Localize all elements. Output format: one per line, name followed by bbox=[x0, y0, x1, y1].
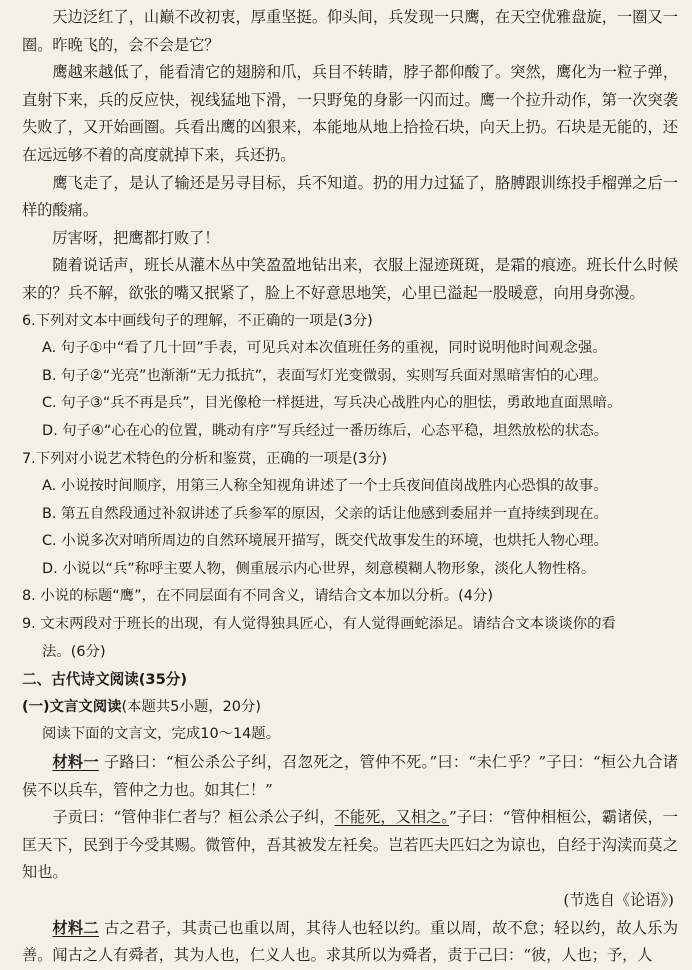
question-9-line-2: 法。(6分) bbox=[42, 643, 106, 660]
reading-instruction: 阅读下面的文言文，完成10～14题。 bbox=[42, 726, 281, 743]
story-paragraph-2: 鹰越来越低了，能看清它的翅膀和爪，兵目不转睛，脖子都仰酸了。突然，鹰化为一粒子弹，直射下来，兵的反应快，视线猛地下滑，一只野兔的身影一闪而过。鹰一个拉升动作，第一次突袭失败了，又开始画圈。兵看出鹰的凶狠来，本能地从地上拾捡石块，向天上扔。石块是无能的，还在远远够不着的高度就掉下来，兵还扔。 bbox=[22, 63, 678, 164]
question-7-option-a: A. 小说按时间顺序，用第三人称全知视角讲述了一个士兵夜间值岗战胜内心恐惧的故事。 bbox=[42, 478, 608, 495]
material-1-paragraph-2 bbox=[22, 804, 678, 887]
material-1-text-1: 子路曰：“桓公杀公子纠，召忽死之，管仲不死。”曰：“未仁乎？”子曰：“桓公九合诸侯不以兵车，管仲之力也。如其仁！” bbox=[22, 753, 678, 799]
material-1-underlined-sentence: 不能死，又相之。 bbox=[334, 808, 449, 827]
question-7-option-d: D. 小说以“兵”称呼主要人物，侧重展示内心世界，刻意模糊人物形象，淡化人物性格。 bbox=[42, 560, 596, 577]
story-paragraph-5: 随着说话声，班长从灌木丛中笑盈盈地钻出来，衣服上湿迹斑斑，是霜的痕迹。班长什么时候来的？兵不解，欲张的嘴又抿紧了，脸上不好意思地笑，心里已溢起一股暖意，向用身弥漫。 bbox=[22, 256, 678, 302]
question-7-option-b: B. 第五自然段通过补叙讲述了兵参军的原因，父亲的话让他感到委屈并一直持续到现在。 bbox=[42, 505, 608, 522]
section-2-title: 二、古代诗文阅读(35分) bbox=[22, 671, 187, 689]
material-2-paragraph bbox=[22, 915, 678, 970]
section-2-subtitle bbox=[22, 694, 678, 722]
story-paragraph-1: 天边泛红了，山巅不改初衷，厚重坚挺。仰头间，兵发现一只鹰，在天空优雅盘旋，一圈又一圈。昨晚飞的，会不会是它？ bbox=[22, 8, 678, 54]
subsection-title: (一)文言文阅读 bbox=[22, 698, 122, 715]
material-1-text-2a: 子贡曰：“管仲非仁者与？桓公杀公子纠， bbox=[52, 808, 335, 827]
material-2-label: 材料二 bbox=[52, 918, 99, 937]
question-6-option-c: C. 句子③“兵不再是兵”，目光像枪一样挺进，写兵决心战胜内心的胆怯，勇敢地直面黑暗。 bbox=[42, 395, 622, 412]
material-2-text: 古之君子，其责己也重以周，其待人也轻以约。重以周，故不怠；轻以约，故人乐为善。闻古之人有舜者，其为人也，仁义人也。求其所以为舜者，责于己曰：“彼，人也；予，人 bbox=[22, 918, 679, 965]
question-7-option-c: C. 小说多次对哨所周边的自然环境展开描写，既交代故事发生的环境，也烘托人物心理。 bbox=[42, 533, 609, 550]
question-6-stem: 6.下列对文本中画线句子的理解，不正确的一项是(3分) bbox=[22, 312, 373, 329]
question-8: 8. 小说的标题“鹰”，在不同层面有不同含义，请结合文本加以分析。(4分) bbox=[22, 588, 493, 605]
question-9-line-1: 9. 文末两段对于班长的出现，有人觉得独具匠心，有人觉得画蛇添足。请结合文本谈谈你的看 bbox=[22, 616, 616, 633]
question-6-option-b: B. 句子②“光亮”也渐渐“无力抵抗”，表面写灯光变微弱，实则写兵面对黑暗害怕的心理。 bbox=[42, 367, 608, 384]
question-6-option-d: D. 句子④“心在心的位置，眺动有序”写兵经过一番历练后，心态平稳，坦然放松的状态。 bbox=[42, 422, 609, 439]
material-1-label: 材料一 bbox=[52, 753, 99, 772]
material-1-text-2b: ”子曰：“管仲相桓公，霸诸侯，一匡天下，民到于今受其赐。微管仲，吾其被发左衽矣。岂若匹夫匹妇之为谅也，自经于沟渎而莫之知也。 bbox=[22, 808, 678, 882]
story-paragraph-4: 厉害呀，把鹰都打败了！ bbox=[52, 228, 220, 247]
question-6-option-a: A. 句子①中“看了几十回”手表，可见兵对本次值班任务的重视，同时说明他时间观念强。 bbox=[42, 340, 607, 357]
material-1-source: (节选自《论语》) bbox=[563, 891, 674, 909]
question-7-stem: 7.下列对小说艺术特色的分析和鉴赏，正确的一项是(3分) bbox=[22, 450, 388, 467]
story-paragraph-3: 鹰飞走了，是认了输还是另寻目标，兵不知道。扔的用力过猛了，胳膊跟训练投手榴弹之后一样的酸痛。 bbox=[22, 173, 678, 220]
material-1-paragraph-1 bbox=[22, 749, 678, 804]
subsection-note: (本题共5小题，20分) bbox=[121, 698, 261, 715]
